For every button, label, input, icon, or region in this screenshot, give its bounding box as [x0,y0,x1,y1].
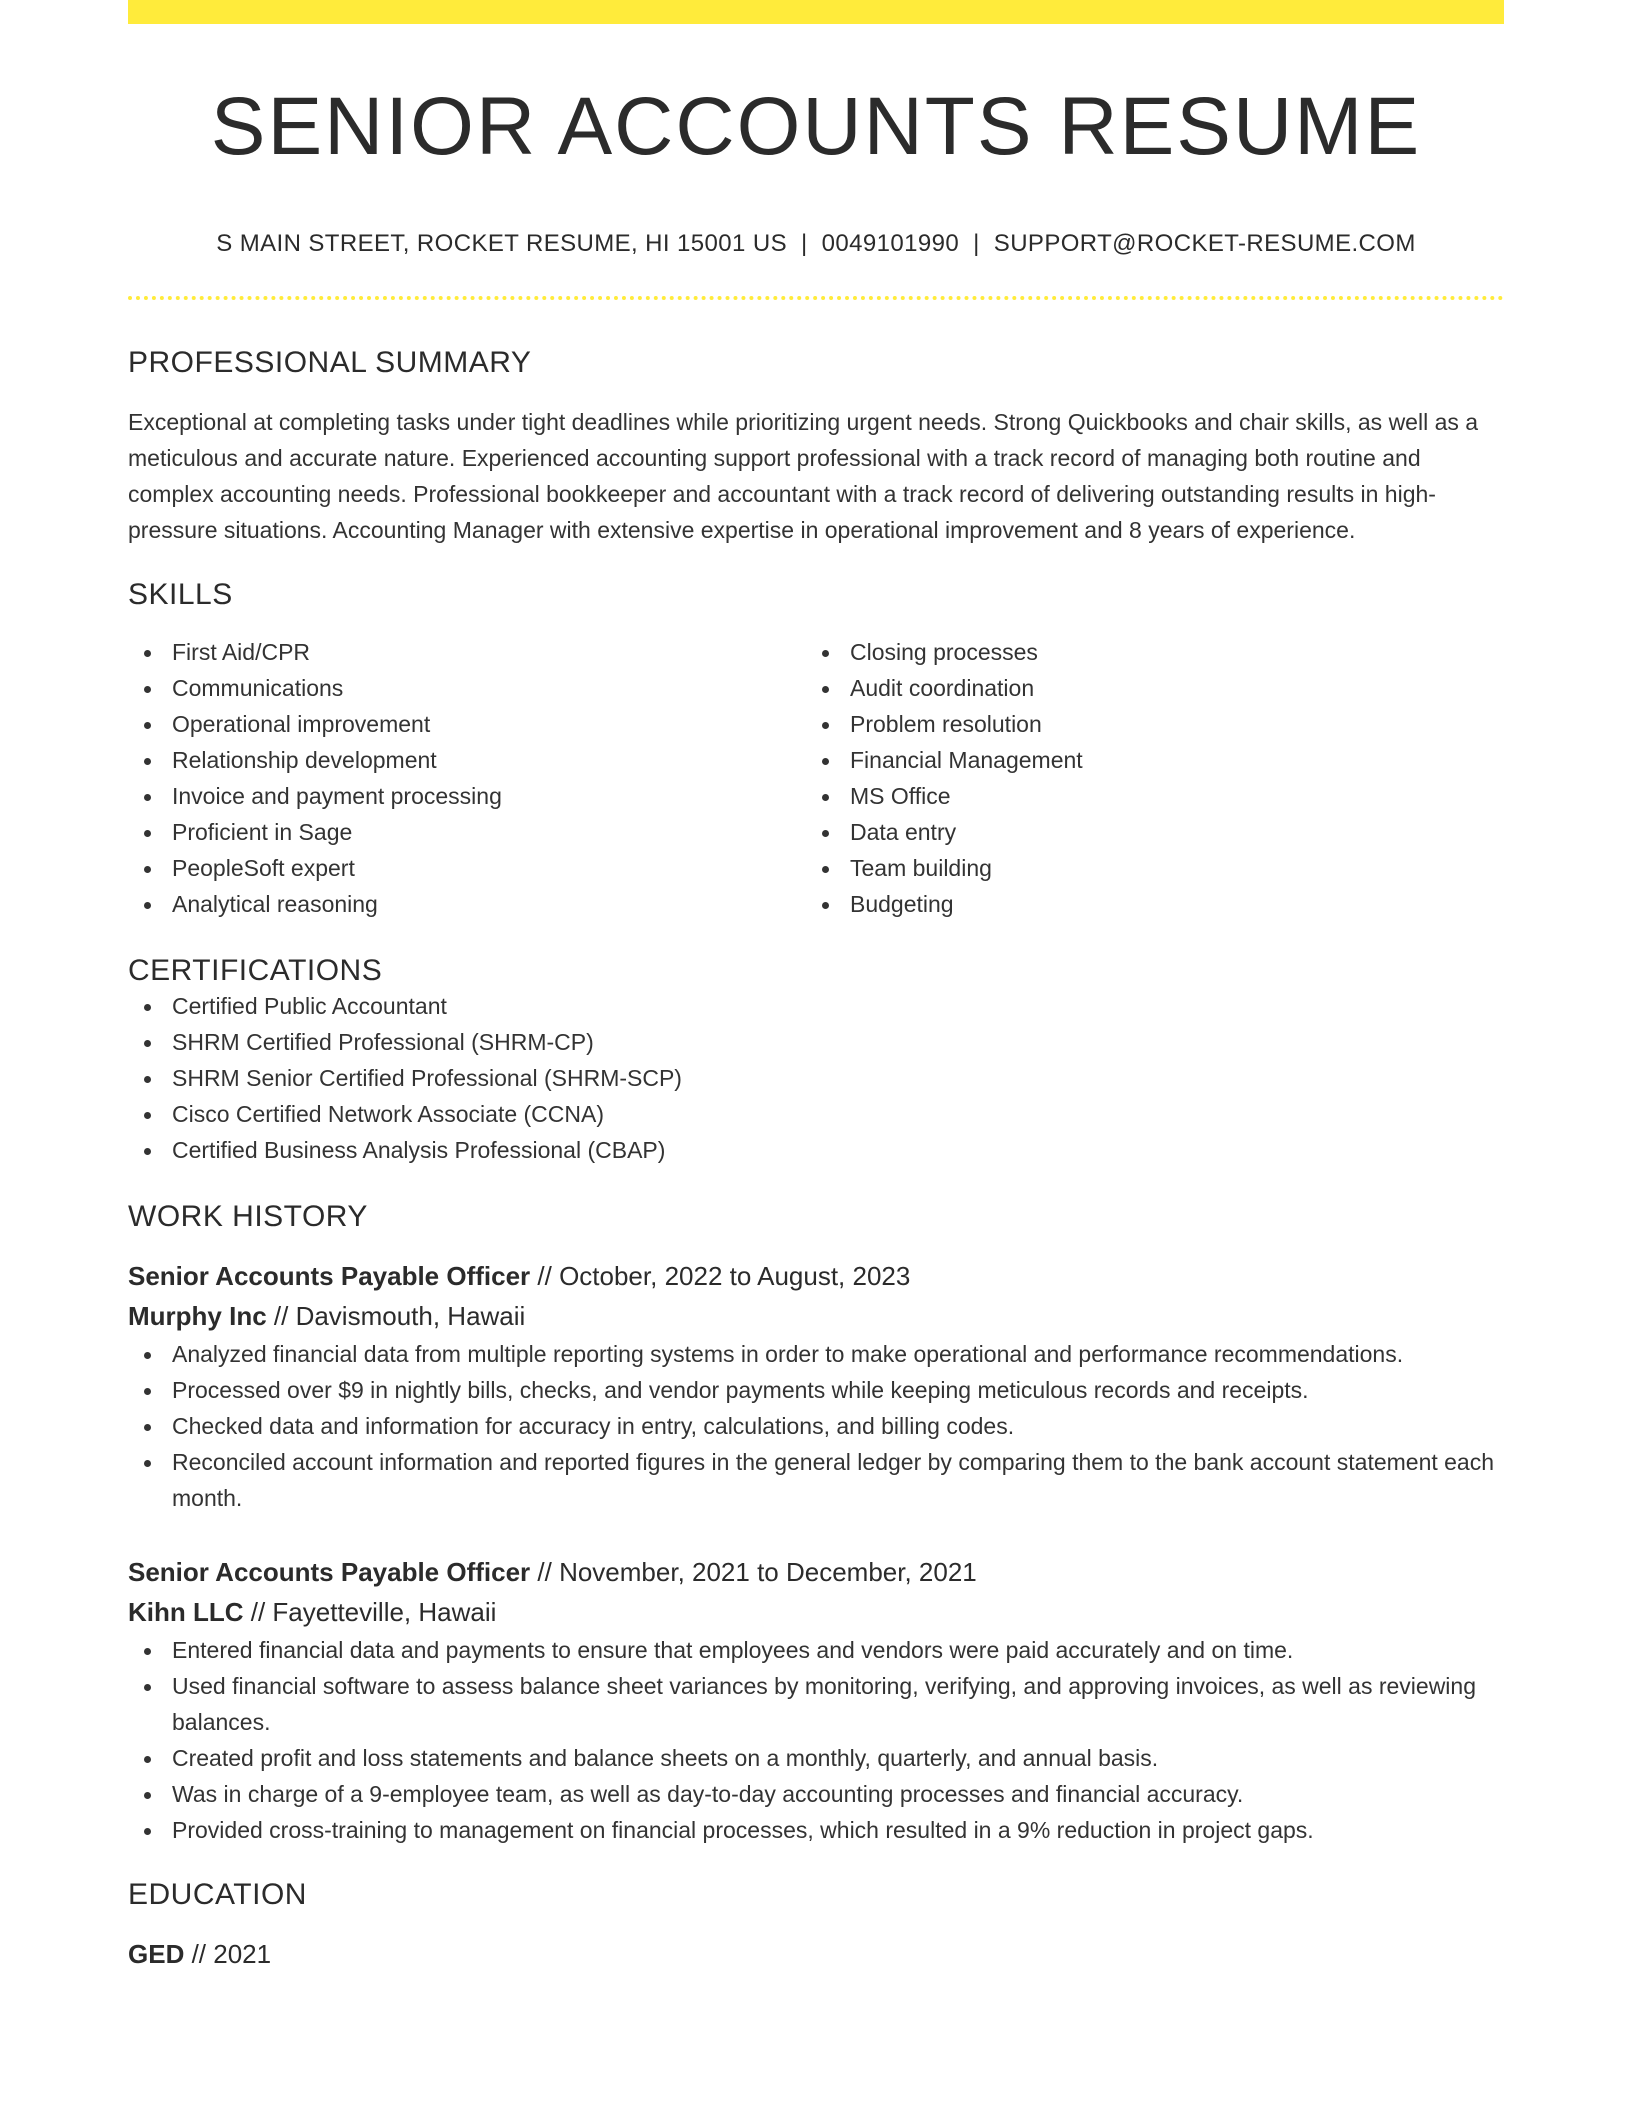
job-title: Senior Accounts Payable Officer [128,1557,531,1588]
bullet-icon [144,1828,151,1835]
job-duty-item: Analyzed financial data from multiple reporting systems in order to make operational and performance recommendations. [128,1336,1504,1372]
bullet-icon [144,1756,151,1763]
bullet-icon [144,1112,151,1119]
job-duty-item: Used financial software to assess balance sheet variances by monitoring, verifying, and approving invoices, as well as reviewing balances. [128,1668,1504,1740]
contact-separator: | [973,230,980,258]
skill-item: PeopleSoft expert [128,850,806,886]
resume-page [128,0,1504,1974]
skill-item: Analytical reasoning [128,886,806,922]
skill-item: Proficient in Sage [128,814,806,850]
summary-heading: PROFESSIONAL SUMMARY [128,346,532,380]
bullet-icon [822,758,829,765]
bullet-icon [144,1792,151,1799]
skill-item: Budgeting [806,886,1484,922]
job-dates: // November, 2021 to December, 2021 [530,1557,977,1588]
job-duties-list [128,1336,1504,1516]
bullet-icon [822,650,829,657]
bullet-icon [822,902,829,909]
skill-item: Data entry [806,814,1484,850]
bullet-icon [144,1148,151,1155]
job-title-line [128,1552,1504,1592]
skill-item: Audit coordination [806,670,1484,706]
bullet-icon [144,758,151,765]
bullet-icon [144,686,151,693]
bullet-icon [144,830,151,837]
certification-item: Cisco Certified Network Associate (CCNA) [128,1096,1504,1132]
bullet-icon [144,866,151,873]
summary-text: Exceptional at completing tasks under tight deadlines while prioritizing urgent needs. Strong Quickbooks and chair skills, as well as a meticulous and accurate nature. Experienced accounting support professional with a track record of managing both routine and complex accounting needs. Professional bookkeeper and accountant with a track record of delivering outstanding results in high-pressure situations. Accounting Manager with extensive expertise in operational improvement and 8 years of experience. [128,409,1479,544]
bullet-icon [144,902,151,909]
certification-item: Certified Public Accountant [128,988,1504,1024]
job-duties-list [128,1632,1504,1848]
skill-item: Financial Management [806,742,1484,778]
bullet-icon [144,1388,151,1395]
bullet-icon [144,1460,151,1467]
job-company-line [128,1296,1504,1336]
skill-item: Problem resolution [806,706,1484,742]
skills-list-right [806,634,1484,922]
bullet-icon [144,1424,151,1431]
bullet-icon [822,794,829,801]
job-company-line [128,1592,1504,1632]
bullet-icon [144,1648,151,1655]
contact-line [128,230,1504,258]
dotted-divider [128,296,1504,300]
certification-item: SHRM Certified Professional (SHRM-CP) [128,1024,1504,1060]
bullet-icon [144,1004,151,1011]
skills-column-left [128,634,806,922]
job-duty-item: Created profit and loss statements and balance sheets on a monthly, quarterly, and annual basis. [128,1740,1504,1776]
job-duty-item: Checked data and information for accuracy in entry, calculations, and billing codes. [128,1408,1504,1444]
certification-item: Certified Business Analysis Professional (CBAP) [128,1132,1504,1168]
bullet-icon [822,866,829,873]
certifications-list [128,988,1504,1168]
job-duty-item: Was in charge of a 9-employee team, as well as day-to-day accounting processes and financial accuracy. [128,1776,1504,1812]
skills-column-right [806,634,1484,922]
skills-heading: SKILLS [128,578,233,612]
job-location: // Davismouth, Hawaii [266,1301,526,1332]
resume-title: SENIOR ACCOUNTS RESUME [210,81,1422,172]
education-heading: EDUCATION [128,1878,307,1912]
job-company: Murphy Inc [128,1301,267,1332]
skill-item: First Aid/CPR [128,634,806,670]
skill-item: Team building [806,850,1484,886]
work-history-heading: WORK HISTORY [128,1200,368,1234]
job-location: // Fayetteville, Hawaii [243,1597,497,1628]
job-duty-item: Reconciled account information and reported figures in the general ledger by comparing them to the bank account statement each month. [128,1444,1504,1516]
skills-list-left [128,634,806,922]
job-duty-item: Provided cross-training to management on financial processes, which resulted in a 9% reduction in project gaps. [128,1812,1504,1848]
bullet-icon [144,1040,151,1047]
contact-email: SUPPORT@ROCKET-RESUME.COM [993,230,1416,258]
education-year: // 2021 [184,1939,272,1970]
bullet-icon [822,830,829,837]
contact-address: S MAIN STREET, ROCKET RESUME, HI 15001 US [216,230,788,258]
bullet-icon [144,1076,151,1083]
education-entry [128,1934,1504,1974]
bullet-icon [144,1684,151,1691]
bullet-icon [144,1352,151,1359]
skill-item: Relationship development [128,742,806,778]
job-title-line [128,1256,1504,1296]
job-company: Kihn LLC [128,1597,244,1628]
certification-item: SHRM Senior Certified Professional (SHRM-SCP) [128,1060,1504,1096]
bullet-icon [144,722,151,729]
job-duty-item: Processed over $9 in nightly bills, checks, and vendor payments while keeping meticulous records and receipts. [128,1372,1504,1408]
skill-item: Communications [128,670,806,706]
certifications-heading: CERTIFICATIONS [128,954,383,988]
bullet-icon [144,794,151,801]
bullet-icon [822,722,829,729]
job-entry [128,1552,1504,1848]
skill-item: Closing processes [806,634,1484,670]
job-title: Senior Accounts Payable Officer [128,1261,531,1292]
bullet-icon [144,650,151,657]
skills-grid [128,634,1504,922]
job-duty-item: Entered financial data and payments to ensure that employees and vendors were paid accurately and on time. [128,1632,1504,1668]
skill-item: MS Office [806,778,1484,814]
contact-phone: 0049101990 [821,230,960,258]
skill-item: Invoice and payment processing [128,778,806,814]
job-entry [128,1256,1504,1516]
top-accent-bar [128,0,1504,24]
education-degree: GED [128,1939,185,1970]
bullet-icon [822,686,829,693]
job-dates: // October, 2022 to August, 2023 [530,1261,911,1292]
skill-item: Operational improvement [128,706,806,742]
contact-separator: | [801,230,808,258]
